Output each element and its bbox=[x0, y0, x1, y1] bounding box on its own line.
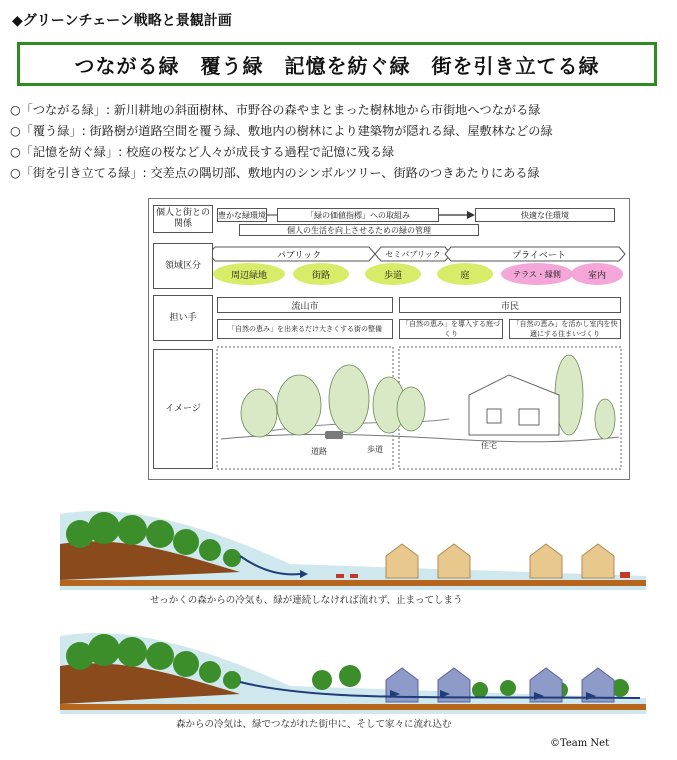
credit: ©Team Net bbox=[550, 738, 610, 749]
city-role: 「自然の恵み」を出来るだけ大きくする街の整備 bbox=[217, 319, 393, 339]
actor-citizens: 市民 bbox=[399, 297, 621, 313]
green-management-box: 個人の生活を向上させるための緑の管理 bbox=[239, 224, 479, 236]
bullet-highlight-green: ○「街を引き立てる緑」: 交差点の隅切部、敷地内のシンボルツリー、街路のつきあたりにある緑 bbox=[10, 166, 540, 180]
green-relationship-diagram bbox=[148, 198, 630, 480]
zone-street: 街路 bbox=[311, 270, 330, 281]
domain-semi-public: セミパブリック bbox=[385, 249, 441, 259]
row-label-actors: 担い手 bbox=[153, 295, 213, 341]
zone-indoor: 室内 bbox=[587, 270, 606, 281]
value-index-box: 「緑の価値指標」への取組み bbox=[277, 208, 439, 222]
caption-blocked: せっかくの森からの冷気も、緑が連続しなければ流れず、止まってしまう bbox=[150, 595, 463, 606]
cold-air-blocked-illustration bbox=[60, 484, 646, 590]
row-label-domain: 領域区分 bbox=[153, 243, 213, 289]
image-label-road: 道路 bbox=[311, 446, 327, 456]
living-env-box: 快適な住環境 bbox=[475, 208, 615, 222]
bullet-connecting-green: ○「つながる緑」: 新川耕地の斜面樹林、市野谷の森やまとまった樹林地から市街地へつながる緑 bbox=[10, 103, 541, 117]
row-label-image: イメージ bbox=[153, 349, 213, 469]
zone-sidewalk: 歩道 bbox=[383, 270, 402, 281]
rich-green-box: 豊かな緑環境 bbox=[217, 208, 267, 222]
image-label-sidewalk: 歩道 bbox=[367, 444, 383, 454]
row-label-relation: 個人と街との関係 bbox=[153, 205, 213, 233]
citizen-role-home: 「自然の恵み」を活かし室内を快適にする住まいづくり bbox=[509, 319, 621, 339]
cold-air-flowing-illustration bbox=[60, 606, 646, 714]
domain-public: パブリック bbox=[276, 250, 322, 261]
bullet-covering-green: ○「覆う緑」: 街路樹が道路空間を覆う緑、敷地内の樹林により建築物が隠れる緑、屋敷林などの緑 bbox=[10, 124, 553, 138]
image-label-house: 住宅 bbox=[481, 440, 497, 450]
zone-garden: 庭 bbox=[460, 270, 470, 281]
diagram-lines bbox=[149, 199, 631, 481]
zone-surrounding-green: 周辺緑地 bbox=[230, 270, 267, 281]
citizen-role-garden: 「自然の恵み」を導入する庭づくり bbox=[399, 319, 503, 339]
zone-terrace: テラス・縁側 bbox=[513, 269, 561, 279]
bullet-memory-green: ○「記憶を紡ぐ緑」: 校庭の桜など人々が成長する過程で記憶に残る緑 bbox=[10, 145, 395, 159]
bullet-list bbox=[10, 100, 675, 184]
section-title: ◆グリーンチェーン戦略と景観計画 bbox=[12, 13, 232, 29]
actor-city: 流山市 bbox=[217, 297, 393, 313]
caption-flowing: 森からの冷気は、緑でつながれた街中に、そして家々に流れ込む bbox=[176, 719, 452, 730]
strategy-banner: つながる緑 覆う緑 記憶を紡ぐ緑 街を引き立てる緑 bbox=[17, 42, 657, 86]
domain-private: プライベート bbox=[512, 250, 566, 261]
